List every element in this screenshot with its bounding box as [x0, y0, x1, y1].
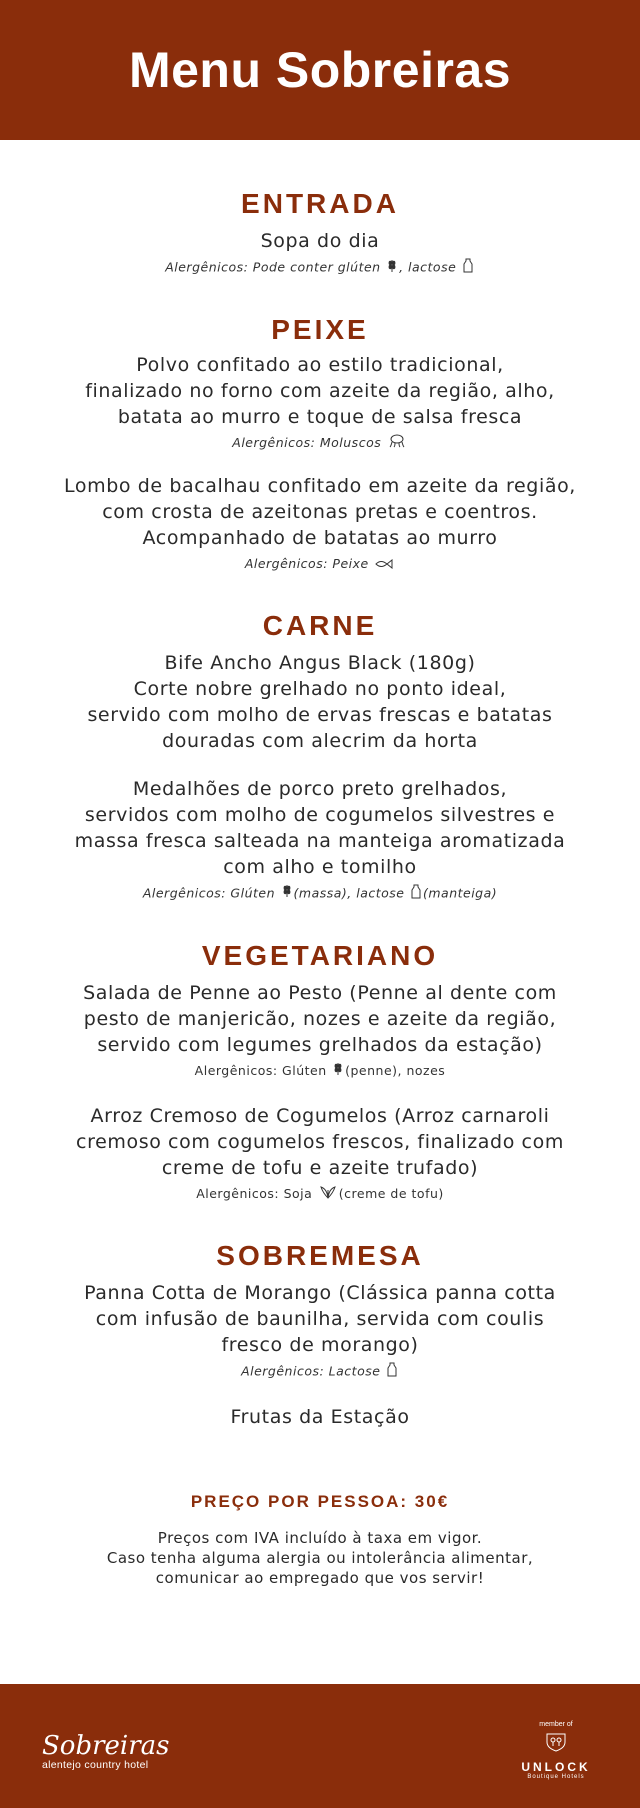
dish-line: creme de tofu e azeite trufado) [161, 1156, 479, 1179]
wheat-icon [387, 259, 397, 278]
allergen-text: Alergênicos: Glúten [194, 1062, 327, 1078]
menu-content [0, 140, 640, 1588]
allergen-text: Alergênicos: Glúten [142, 885, 276, 900]
section-vegetariano [0, 940, 640, 1204]
section-title-sobremesa: SOBREMESA [216, 1239, 424, 1271]
boutique-hotels-label: Boutique Hotels [527, 1774, 585, 1780]
allergen-text: (manteiga) [422, 885, 498, 900]
logo-script: Sobreiras [42, 1731, 170, 1761]
dish-line: fresco de morango) [221, 1333, 419, 1356]
dish-line: finalizado no forno com azeite da região, alho, [85, 380, 555, 402]
wheat-icon [282, 884, 292, 903]
dish-line: Arroz Cremoso de Cogumelos (Arroz carnaroli [90, 1104, 550, 1127]
mollusc-icon [388, 434, 406, 453]
pricing [0, 1492, 640, 1588]
dish-frutas: Frutas da Estação [230, 1405, 410, 1428]
milk-icon [463, 258, 473, 278]
allergen-text: , lactose [399, 259, 457, 275]
dish-line: com crosta de azeitonas pretas e coentros. [102, 501, 538, 523]
section-title-vegetariano: VEGETARIANO [201, 939, 439, 971]
dish-line: Lombo de bacalhau confitado em azeite da região, [64, 475, 576, 497]
allergen-panna-cotta [0, 1362, 640, 1382]
dish-polvo [0, 352, 640, 453]
dish-line: cremoso com cogumelos frescos, finalizado com [76, 1130, 564, 1153]
dish-line: servido com molho de ervas frescas e batatas [87, 703, 553, 726]
dish-line: pesto de manjericão, nozes e azeite da região, [83, 1007, 557, 1030]
note-line: Preços com IVA incluído à taxa em vigor. [157, 1528, 483, 1547]
allergen-arroz [0, 1185, 640, 1204]
unlock-wordmark: UNLOCK [521, 1760, 591, 1774]
section-title-carne: CARNE [262, 609, 378, 641]
page-header [0, 0, 640, 140]
dish-line: batata ao murro e toque de salsa fresca [117, 406, 523, 428]
dish-line: servidos com molho de cogumelos silvestres e [84, 803, 556, 826]
dish-line: Medalhões de porco preto grelhados, [132, 777, 508, 800]
note-line: Caso tenha alguma alergia ou intolerância alimentar, [106, 1548, 534, 1567]
page-title: Menu Sobreiras [128, 42, 512, 98]
fish-icon [375, 556, 393, 574]
dish-line: douradas com alecrim da horta [162, 729, 478, 752]
dish-salada-penne [0, 980, 640, 1081]
allergen-text: (creme de tofu) [338, 1185, 444, 1201]
dish-medalhoes [0, 776, 640, 904]
dish-bife [0, 650, 640, 754]
allergen-entrada [0, 258, 640, 278]
allergen-text: Alergênicos: Pode conter glúten [165, 259, 381, 275]
section-title-peixe: PEIXE [271, 314, 369, 345]
wheat-icon [333, 1062, 343, 1081]
dish-panna-cotta [0, 1280, 640, 1382]
section-sobremesa [0, 1240, 640, 1430]
dish-line: Salada de Penne ao Pesto (Penne al dente com [83, 981, 557, 1004]
allergen-carne [0, 884, 640, 904]
dish-line: Bife Ancho Angus Black (180g) [164, 651, 476, 674]
section-entrada [0, 188, 640, 278]
dish-line: servido com legumes grelhados da estação) [97, 1033, 543, 1056]
dish-line: Corte nobre grelhado no ponto ideal, [133, 677, 507, 700]
allergen-polvo [0, 434, 640, 453]
dish-bacalhau [0, 473, 640, 574]
allergen-bacalhau [0, 555, 640, 574]
allergen-text: Alergênicos: Lactose [241, 1363, 381, 1378]
dish-line: com alho e tomilho [223, 855, 417, 878]
milk-icon [387, 1362, 397, 1382]
section-carne [0, 610, 640, 904]
allergen-text: Alergênicos: Soja [196, 1185, 313, 1201]
note-line: comunicar ao empregado que vos servir! [155, 1568, 485, 1587]
allergen-salada [0, 1062, 640, 1081]
page-footer [0, 1684, 640, 1808]
allergen-text: (massa), lactose [293, 885, 405, 900]
dish-arroz-cogumelos [0, 1103, 640, 1204]
member-of-label: member of [539, 1721, 573, 1728]
unlock-logo [514, 1721, 598, 1780]
section-peixe [0, 314, 640, 574]
allergen-text: Alergênicos: Moluscos [232, 435, 382, 450]
sobreiras-logo [42, 1733, 170, 1771]
dish-line: Acompanhado de batatas ao murro [142, 527, 498, 549]
pricing-notes [0, 1528, 640, 1588]
soy-icon [319, 1185, 337, 1204]
allergen-text: Alergênicos: Peixe [244, 556, 369, 571]
crest-icon [514, 1732, 598, 1756]
logo-subtitle: alentejo country hotel [42, 1759, 149, 1771]
allergen-text: (penne), nozes [345, 1062, 446, 1078]
dish-line: Panna Cotta de Morango (Clássica panna cotta [84, 1281, 556, 1304]
dish-sopa: Sopa do dia [260, 230, 380, 252]
dish-line: com infusão de baunilha, servida com coulis [95, 1307, 545, 1330]
price-per-person: PREÇO POR PESSOA: 30€ [190, 1491, 450, 1511]
dish-line: Polvo confitado ao estilo tradicional, [136, 354, 504, 376]
dish-line: massa fresca salteada na manteiga aromatizada [74, 829, 566, 852]
milk-icon [411, 884, 421, 904]
section-title-entrada: ENTRADA [241, 188, 399, 219]
